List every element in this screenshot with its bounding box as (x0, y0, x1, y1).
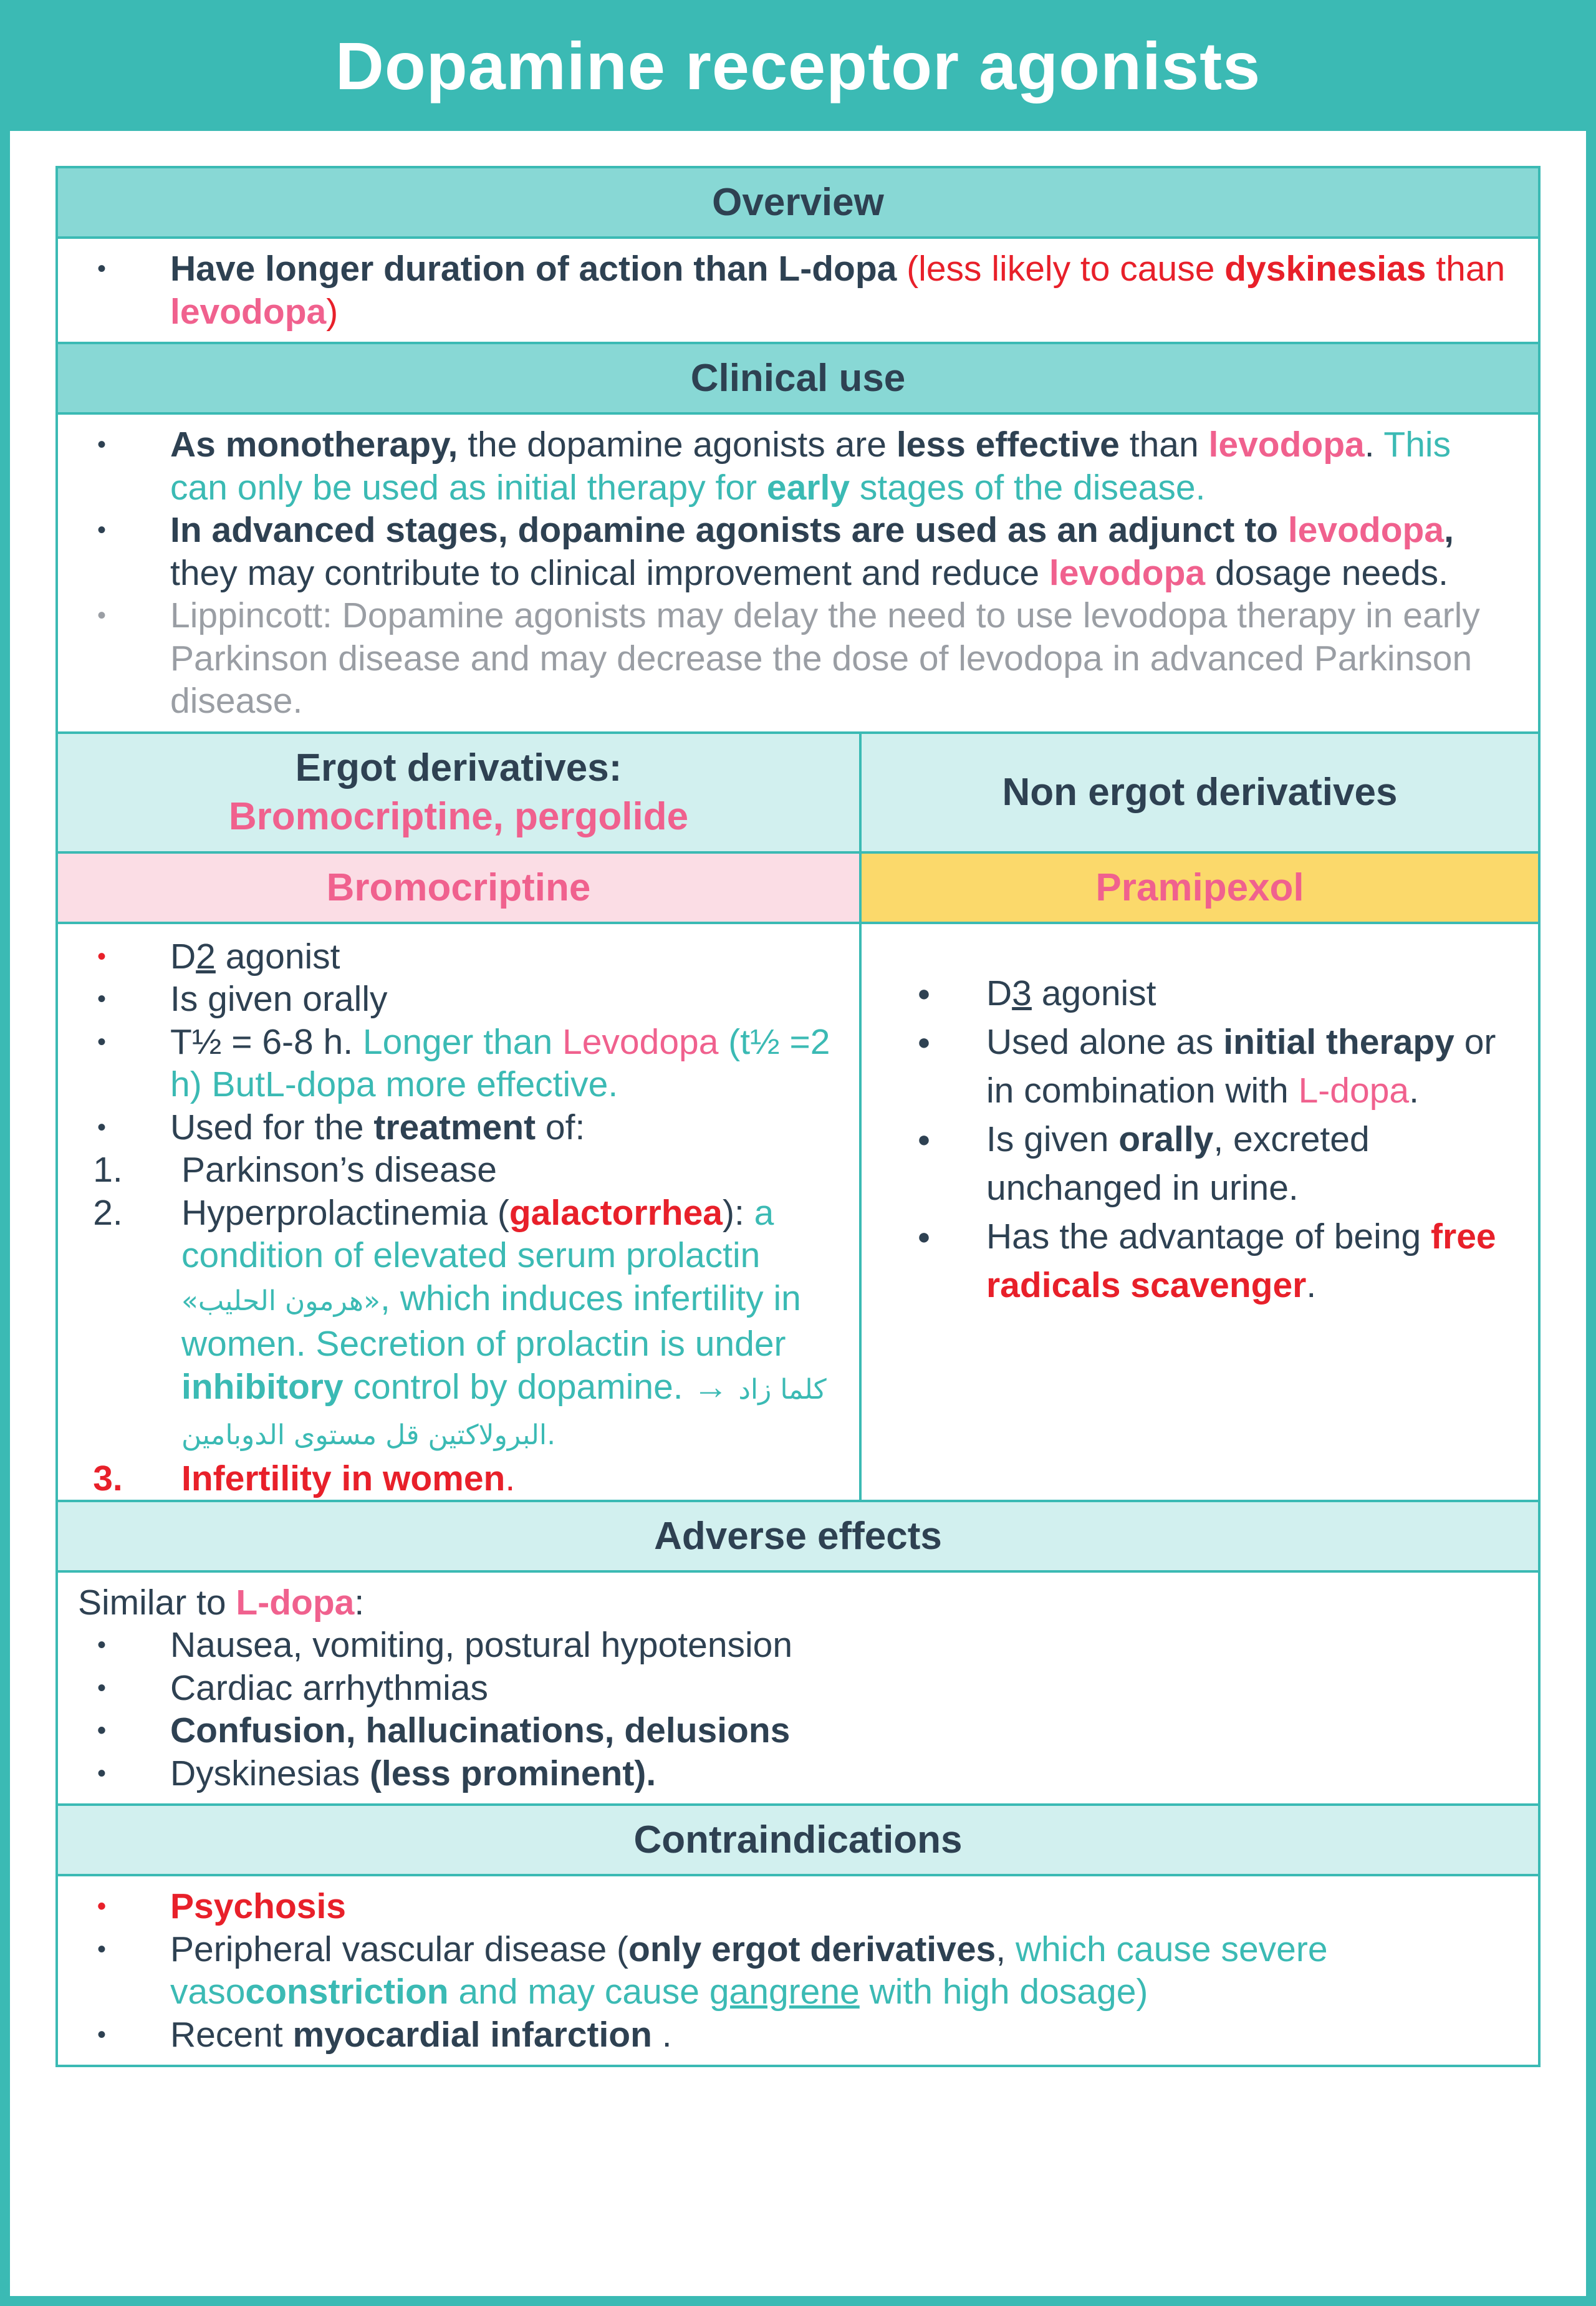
prami-item: ● D3 agonist (911, 969, 1513, 1018)
contra-item: • Recent myocardial infarction . (83, 2014, 1513, 2057)
drug-names-row (58, 854, 1538, 924)
bromo-item: • Used for the treatment of: (83, 1106, 834, 1149)
bromo-use-item: 3. Infertility in women. (93, 1458, 516, 1498)
adverse-item: • Confusion, hallucinations, delusions (83, 1709, 1513, 1752)
clinical-use-item: • As monotherapy, the dopamine agonists are less effective than levodopa. This can only be used as initial therapy for early stages of the disease. (83, 423, 1513, 509)
bromo-item: • Is given orally (83, 978, 834, 1021)
prami-item: ● Is given orally, excreted unchanged in urine. (911, 1115, 1513, 1212)
bromocriptine-header: Bromocriptine (58, 854, 862, 922)
overview-item: • Have longer duration of action than L-dopa (less likely to cause dyskinesias than levodopa) (83, 248, 1513, 333)
bromo-item: • T½ = 6-8 h. Longer than Levodopa (t½ =2 h) ButL-dopa more effective. (83, 1021, 834, 1106)
adverse-item: • Dyskinesias (less prominent). (83, 1752, 1513, 1795)
clinical-use-header: Clinical use (58, 344, 1538, 415)
bromo-use-item: 2. Hyperprolactinemia (galactorrhea): a condition of elevated serum prolactin «هرمون الحليب», which induces infertility in women. Secretion of prolactin is under inhibitory control by dopamine. → كلما زاد البرولاكتين قل مستوى الدوبامين. (93, 1192, 827, 1451)
ergot-derivatives-cell (58, 734, 862, 851)
clinical-use-item: • In advanced stages, dopamine agonists are used as an adjunct to levodopa, they may contribute to clinical improvement and reduce levodopa dosage needs. (83, 509, 1513, 594)
adverse-item: • Cardiac arrhythmias (83, 1667, 1513, 1710)
pramipexol-header: Pramipexol (862, 854, 1538, 922)
pramipexol-details (862, 924, 1538, 1500)
page-title: Dopamine receptor agonists (0, 0, 1596, 131)
overview-header: Overview (58, 168, 1538, 239)
adverse-item: • Nausea, vomiting, postural hypotension (83, 1624, 1513, 1667)
contra-item: • Peripheral vascular disease (only ergot derivatives, which cause severe vasoconstriction and may cause gangrene with high dosage) (83, 1928, 1513, 2014)
content-table (55, 166, 1541, 2067)
derivatives-row (58, 734, 1538, 854)
bromocriptine-details (58, 924, 862, 1500)
contraindications-section (58, 1876, 1538, 2065)
bromo-use-item: 1. Parkinson’s disease (93, 1150, 497, 1190)
adverse-effects-header: Adverse effects (58, 1502, 1538, 1573)
adverse-effects-section (58, 1573, 1538, 1807)
prami-item: ● Has the advantage of being free radicals scavenger. (911, 1212, 1513, 1310)
ergot-title: Ergot derivatives: (295, 746, 622, 789)
non-ergot-derivatives-cell: Non ergot derivatives (1002, 771, 1398, 814)
bromo-item: • D2 agonist (83, 935, 834, 978)
drug-details-row (58, 924, 1538, 1502)
contraindications-header: Contraindications (58, 1806, 1538, 1876)
contra-item: • Psychosis (83, 1885, 1513, 1928)
prami-item: ● Used alone as initial therapy or in combination with L-dopa. (911, 1018, 1513, 1115)
clinical-use-item: • Lippincott: Dopamine agonists may delay the need to use levodopa therapy in early Parkinson disease and may decrease the dose of levodopa in advanced Parkinson disease. (83, 594, 1513, 723)
ergot-examples: Bromocriptine, pergolide (228, 794, 689, 838)
clinical-use-section (58, 415, 1538, 734)
adverse-intro: Similar to L-dopa: (78, 1582, 365, 1623)
overview-section (58, 239, 1538, 344)
